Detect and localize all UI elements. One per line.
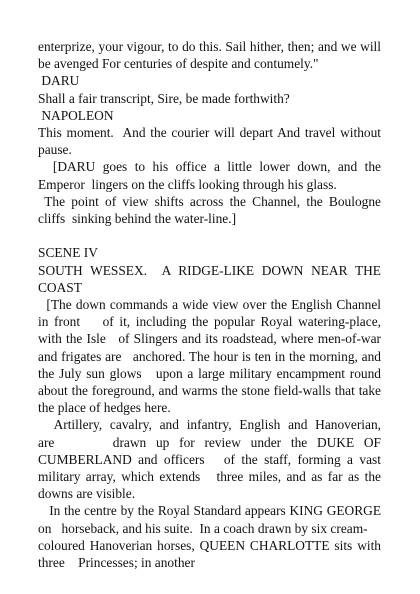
paragraph-speech-end: enterprize, your vigour, to do this. Sail hither, then; and we will be avenged For centuries of despite and contumely." xyxy=(38,39,381,72)
speaker-napoleon: NAPOLEON xyxy=(38,107,114,123)
daru-speech: Shall a fair transcript, Sire, be made forthwith? xyxy=(38,90,290,106)
stage-direction-troops: Artillery, cavalry, and infantry, English and Hanoverian, are drawn up for review under the DUKE OF CUMBERLAND and officers of the staff, forming a vast military array, which extends three miles, and as far as the downs are visible. xyxy=(38,417,381,502)
stage-direction-view-shift: The point of view shifts across the Channel, the Boulogne cliffs sinking behind the water-line.] xyxy=(38,193,381,227)
napoleon-speech: This moment. And the courier will depart And travel without pause. xyxy=(38,125,381,158)
blank-line xyxy=(38,227,381,244)
speaker-daru: DARU xyxy=(38,73,80,89)
stage-direction-king: In the centre by the Royal Standard appears KING GEORGE on horseback, and his suite. In a coach drawn by six cream- coloured Hanoverian horses, QUEEN CHARLOTTE sits with three Princesses; in another xyxy=(38,503,381,571)
scene-location: SOUTH WESSEX. A RIDGE-LIKE DOWN NEAR THE COAST xyxy=(38,262,381,295)
document-page xyxy=(38,38,381,571)
stage-direction-daru: [DARU goes to his office a little lower down, and the Emperor lingers on the cliffs looking through his glass. xyxy=(38,159,381,192)
stage-direction-down: [The down commands a wide view over the English Channel in front of it, including the popular Royal watering-place, with the Isle of Slingers and its roadstead, where men-of-war and frigates are anchored. The hour is ten in the morning, and the July sun glows upon a large military encampment round about the foreground, and warms the stone field-walls that take the place of hedges here. xyxy=(38,297,381,416)
scene-heading: SCENE IV xyxy=(38,245,98,261)
